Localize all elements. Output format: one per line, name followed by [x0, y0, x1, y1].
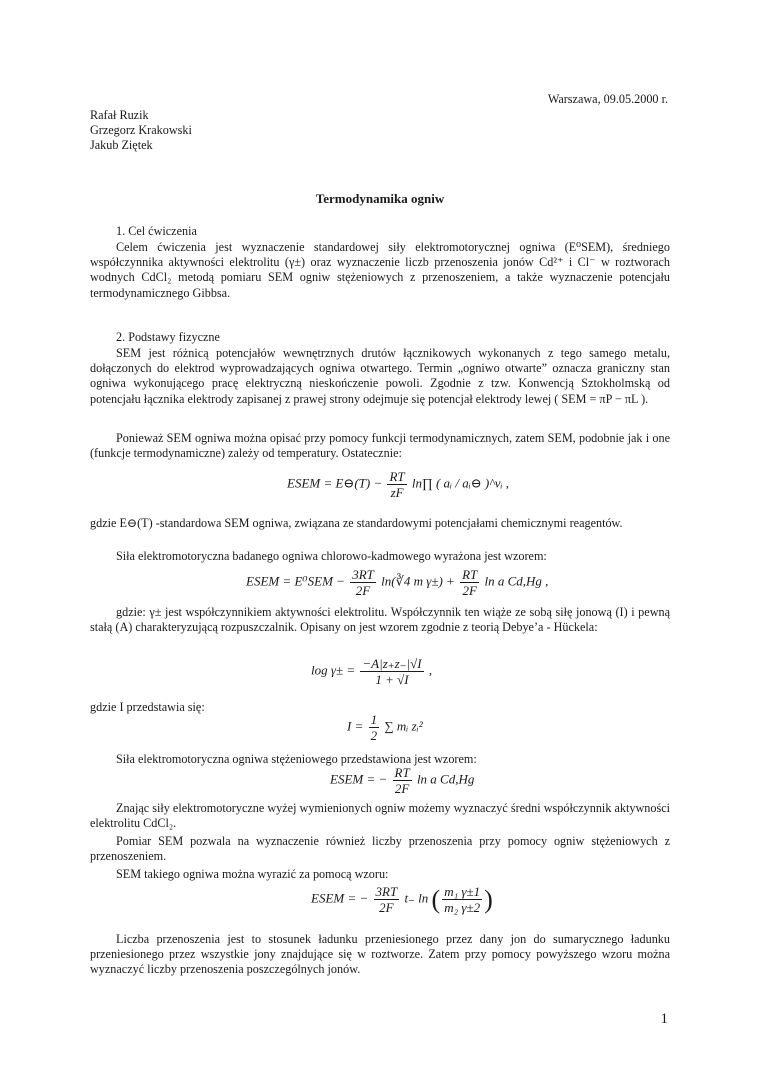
eq2-lhs: ESEM = E⁰SEM −	[246, 573, 345, 589]
eq2-num2: RT	[462, 567, 478, 582]
equation-4	[347, 712, 423, 743]
author-2: Grzegorz Krakowski	[90, 123, 192, 138]
eq1-num: RT	[389, 469, 405, 484]
eq5-lhs: ESEM = −	[330, 771, 388, 787]
eq2-den2: 2F	[462, 583, 477, 598]
equation-1	[287, 469, 509, 500]
eq6-den2: m₂ γ±2	[444, 900, 481, 915]
eq5-den: 2F	[394, 781, 410, 796]
paragraph-transference-measurement: Pomiar SEM pozwala na wyznaczenie również liczby przenoszenia przy pomocy ogniw stężeniowych z przenoszeniem.	[90, 834, 670, 864]
equation-3	[311, 656, 432, 687]
eq6-fraction-2	[442, 884, 482, 915]
eq4-rhs: ∑ mᵢ zᵢ²	[384, 718, 423, 734]
eq1-den: zF	[390, 485, 404, 500]
equation-2	[246, 567, 548, 598]
eq5-num: RT	[394, 765, 410, 780]
eq6-den: 2F	[379, 900, 394, 915]
paragraph-mean-activity: Znając siły elektromotoryczne wyżej wymienionych ogniw możemy wyznaczyć średni współczynnik aktywności elektrolitu CdCl₂.	[90, 801, 670, 831]
paragraph-standard-sem: gdzie E⊖(T) -standardowa SEM ogniwa, związana ze standardowymi potencjałami chemicznymi reagentów.	[90, 516, 623, 530]
paragraph-ionic-strength-intro: gdzie I przedstawia się:	[90, 700, 205, 714]
equation-6: ESEM = − $\frac{3RT}{2F}$ t₋ ln ( $\frac{\text{m₁ γ±1}}{\text{m₂ γ±2}}$ )	[311, 884, 493, 915]
eq2-mid: ln(∛4 m γ±) +	[381, 573, 455, 589]
eq2-rhs: ln a Cd,Hg ,	[484, 573, 549, 589]
eq1-fraction	[387, 469, 406, 500]
paragraph-concentration-cell-intro: Siła elektromotoryczna ogniwa stężeniowego przedstawiona jest wzorem:	[116, 752, 477, 766]
section-1-paragraph: Celem ćwiczenia jest wyznaczenie standardowej siły elektromotorycznej ogniwa (E⁰SEM), średniego współczynnika aktywności elektrolitu (γ±) oraz wyznaczenie liczb przenoszenia jonów Cd²⁺ i Cl⁻ w roztworach wodnych CdCl₂ metodą pomiaru SEM ogniw stężeniowych z przenoszeniem, a także wyznaczenie potencjału termodynamicznego Gibbsa.	[90, 240, 670, 300]
eq3-den: 1 + √I	[375, 672, 409, 687]
eq1-lhs: ESEM = E⊖(T) −	[287, 475, 383, 491]
equation-5	[330, 765, 474, 796]
paragraph-transference-number: Liczba przenoszenia jest to stosunek ładunku przeniesionego przez dany jon do sumarycznego ładunku przeniesionego przez wszystkie jony znajdujące się w roztworze. Zatem przy pomocy powyższego wzoru można wyznaczyć liczby przenoszenia poszczególnych jonów.	[90, 932, 670, 977]
author-3: Jakub Ziętek	[90, 138, 153, 153]
section-1-heading: 1. Cel ćwiczenia	[116, 224, 197, 238]
eq6-num: 3RT	[375, 884, 398, 899]
eq2-num1: 3RT	[352, 567, 374, 582]
eq3-rhs: ,	[428, 662, 433, 678]
author-1: Rafał Ruzik	[90, 108, 149, 122]
eq5-fraction	[393, 765, 412, 796]
eq5-rhs: ln a Cd,Hg	[416, 771, 475, 787]
eq3-lhs: log γ± =	[311, 662, 356, 678]
eq4-lhs: I =	[347, 718, 364, 734]
section-2-heading: 2. Podstawy fizyczne	[116, 330, 220, 344]
paragraph-temperature: Ponieważ SEM ogniwa można opisać przy pomocy funkcji termodynamicznych, zatem SEM, podobnie jak i one (funkcje termodynamiczne) zależy od temperatury. Ostatecznie:	[90, 431, 670, 461]
eq2-den1: 2F	[355, 583, 371, 598]
page-title: Termodynamika ogniw	[315, 191, 445, 206]
eq6-fraction-1	[374, 884, 400, 915]
eq6-lhs: ESEM = −	[311, 890, 369, 906]
date-line: Warszawa, 09.05.2000 r.	[547, 92, 668, 106]
authors	[90, 108, 192, 154]
page-number: 1	[660, 1011, 668, 1027]
eq1-rhs: ln∏ ( aᵢ / aᵢ⊖ )^νᵢ ,	[411, 475, 510, 491]
eq3-fraction	[360, 656, 423, 687]
eq2-fraction-1	[350, 567, 376, 598]
eq4-fraction	[369, 712, 380, 743]
eq2-fraction-2	[460, 567, 479, 598]
paragraph-sem-definition: SEM jest różnicą potencjałów wewnętrznych drutów łącznikowych wykonanych z tego samego metalu, dołączonych do elektrod wyprowadzających ogniwa otwartego. Termin „ogniwo otwarte” oznacza graniczny stan ogniwa wykonującego pracę elektryczną nieskończenie powoli. Zgodnie z tzw. Konwencją Sztokholmską od potencjału łącznika elektrody zapisanej z prawej strony odejmuje się potencjał elektrody lewej ( SEM = πP − πL ).	[90, 346, 670, 406]
eq4-num: 1	[370, 712, 378, 727]
eq6-num2: m₁ γ±1	[444, 884, 481, 899]
paragraph-formula-intro: SEM takiego ogniwa można wyrazić za pomocą wzoru:	[116, 867, 389, 881]
paragraph-activity-coefficient: gdzie: γ± jest współczynnikiem aktywności elektrolitu. Współczynnik ten wiąże ze sobą siłę jonową (I) i pewną stałą (A) charakteryzującą rozpuszczalnik. Opisany on jest wzorem zgodnie z teorią Debye’a - Hückela:	[90, 605, 670, 635]
eq4-den: 2	[370, 728, 378, 743]
eq3-num: −A|z₊z₋|√I	[362, 656, 422, 671]
paragraph-cell-formula-intro: Siła elektromotoryczna badanego ogniwa chlorowo-kadmowego wyrażona jest wzorem:	[116, 549, 547, 563]
eq6-mid: t₋ ln	[404, 890, 429, 906]
